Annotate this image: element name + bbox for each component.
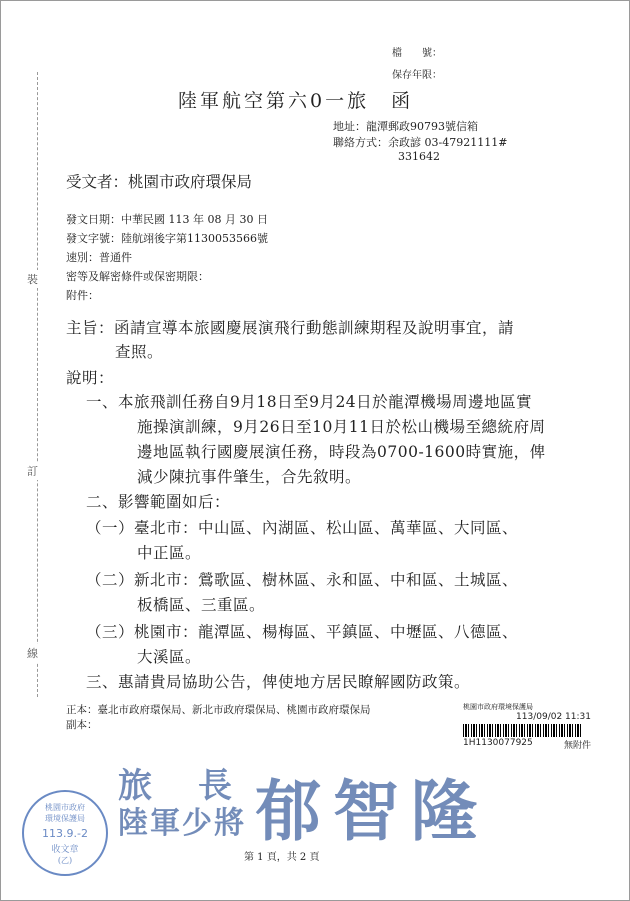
original-recipients: 正本：臺北市政府環保局、新北市政府環保局、桃園市政府環保局 [66,704,371,716]
item-1-line-2: 施操演訓練，9月26日至10月11日於松山機場至總統府周 [137,418,546,436]
receipt-barcode [463,724,583,737]
speed: 速別：普通件 [66,251,132,264]
document-title: 陸軍航空第六0一旅 函 [178,90,414,112]
item-3: 三、惠請貴局協助公告，俾使地方居民瞭解國防政策。 [86,673,471,691]
file-number-label: 檔 號： [392,48,442,59]
receipt-agency: 桃園市政府環境保護局 [463,703,533,711]
receipt-seal [22,790,108,876]
binding-char-xian: 線 [27,644,38,662]
item-1-line-3: 邊地區執行國慶展演任務，時段為0700-1600時實施，俾 [137,443,546,461]
receipt-datetime: 113/09/02 11:31 [516,712,591,722]
subject-line-1: 主旨：函請宣導本旅國慶展演飛行動態訓練期程及說明事宜，請 [66,319,515,337]
signature-title-1: 旅 長 [118,766,238,806]
seal-line-2: 環境保護局 [45,814,85,823]
page-number: 第 1 頁，共 2 頁 [244,852,320,863]
area-1-line-1: （一）臺北市：中山區、內湖區、松山區、萬華區、大同區、 [86,519,519,537]
binding-char-ding: 訂 [27,462,38,480]
security-level: 密等及解密條件或保密期限： [66,270,209,283]
item-1-line-1: 一、本旅飛訓任務自9月18日至9月24日於龍潭機場周邊地區實 [86,393,533,411]
seal-line-4: (乙) [57,856,73,865]
item-1-line-4: 減少陳抗事件肇生，合先敘明。 [137,468,362,486]
document-number: 發文字號：陸航翊後字第1130053566號 [66,232,268,245]
binding-line [37,72,38,697]
area-3-line-1: （三）桃園市：龍潭區、楊梅區、平鎮區、中壢區、八德區、 [86,623,519,641]
subject-line-2: 查照。 [115,343,164,361]
area-2-line-1: （二）新北市：鶯歌區、樹林區、永和區、中和區、土城區、 [86,571,519,589]
receipt-attachment: 無附件 [563,741,591,751]
area-1-line-2: 中正區。 [137,544,202,562]
signature-title-2: 陸軍少將 [118,806,246,841]
attachments: 附件： [66,289,99,302]
item-2: 二、影響範圍如后： [86,493,231,511]
seal-line-3: 收文章 [51,845,79,855]
contact-extension: 331642 [398,150,440,163]
contact: 聯絡方式：余政諺 03-47921111# [333,136,508,149]
receipt-number: 1H1130077925 [463,738,533,748]
issue-date: 發文日期：中華民國 113 年 08 月 30 日 [66,213,268,226]
receipt-stamp [463,702,591,751]
seal-date: 113.9.-2 [42,827,88,840]
retention-label: 保存年限： [392,70,442,81]
area-3-line-2: 大溪區。 [137,648,202,666]
seal-line-1: 桃園市政府 [45,803,85,812]
address: 地址：龍潭郵政90793號信箱 [333,120,478,133]
explanation-label: 說明： [66,369,115,387]
binding-char-zhuang: 裝 [27,270,38,288]
signature-name: 郁智隆 [255,772,489,850]
recipient: 受文者：桃園市政府環保局 [66,173,253,191]
copy-recipients: 副本： [66,719,98,731]
area-2-line-2: 板橋區、三重區。 [137,596,266,614]
